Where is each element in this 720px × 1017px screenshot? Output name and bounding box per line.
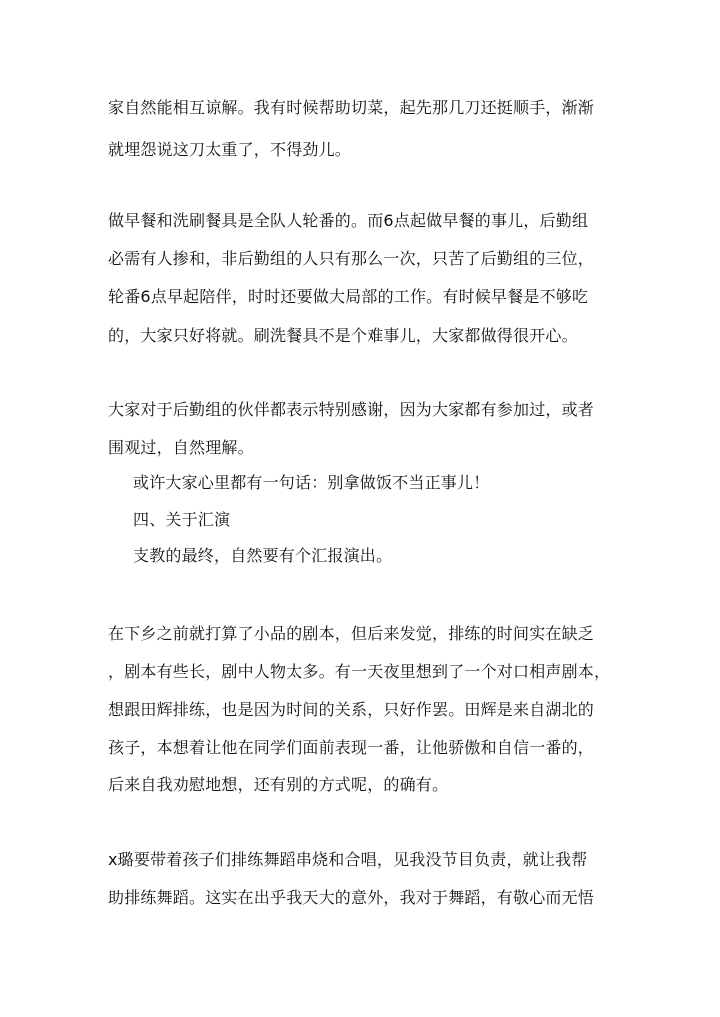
paragraph-7-line-2: ，剧本有些长，剧中人物太多。有一天夜里想到了一个对口相声剧本， (108, 662, 611, 681)
paragraph-2-line-3: 轮番6点早起陪伴，时时还要做大局部的工作。有时候早餐是不够吃 (108, 287, 589, 306)
paragraph-8-line-2: 助排练舞蹈。这实在出乎我天大的意外，我对于舞蹈，有敬心而无悟 (108, 888, 595, 907)
paragraph-1-line-1: 家自然能相互谅解。我有时候帮助切菜，起先那几刀还挺顺手，渐渐 (108, 98, 595, 117)
paragraph-7-line-3: 想跟田辉排练，也是因为时间的关系，只好作罢。田辉是来自湖北的 (108, 700, 595, 719)
paragraph-7-line-5: 后来自我劝慰地想，还有别的方式呢，的确有。 (108, 775, 449, 794)
section-heading: 四、关于汇演 (133, 510, 231, 529)
paragraph-8-line-1: x璐要带着孩子们排练舞蹈串烧和合唱，见我没节目负责，就让我帮 (108, 850, 588, 869)
paragraph-7-line-4: 孩子，本想着让他在同学们面前表现一番，让他骄傲和自信一番的， (108, 738, 595, 757)
paragraph-2-line-4: 的，大家只好将就。刷洗餐具不是个难事儿，大家都做得很开心。 (108, 326, 578, 345)
paragraph-7-line-1: 在下乡之前就打算了小品的剧本，但后来发觉，排练的时间实在缺乏 (108, 624, 595, 643)
paragraph-2-line-2: 必需有人掺和，非后勤组的人只有那么一次，只苦了后勤组的三位， (108, 249, 595, 268)
paragraph-1-line-2: 就埋怨说这刀太重了，不得劲儿。 (108, 140, 352, 159)
paragraph-3-line-2: 围观过，自然理解。 (108, 438, 254, 457)
paragraph-2-line-1: 做早餐和洗刷餐具是全队人轮番的。而6点起做早餐的事儿，后勤组 (108, 211, 589, 230)
paragraph-3-line-1: 大家对于后勤组的伙伴都表示特别感谢，因为大家都有参加过，或者 (108, 400, 595, 419)
paragraph-6-line-1: 支教的最终，自然要有个汇报演出。 (133, 546, 393, 565)
paragraph-4-line-1: 或许大家心里都有一句话：别拿做饭不当正事儿！ (133, 473, 490, 492)
